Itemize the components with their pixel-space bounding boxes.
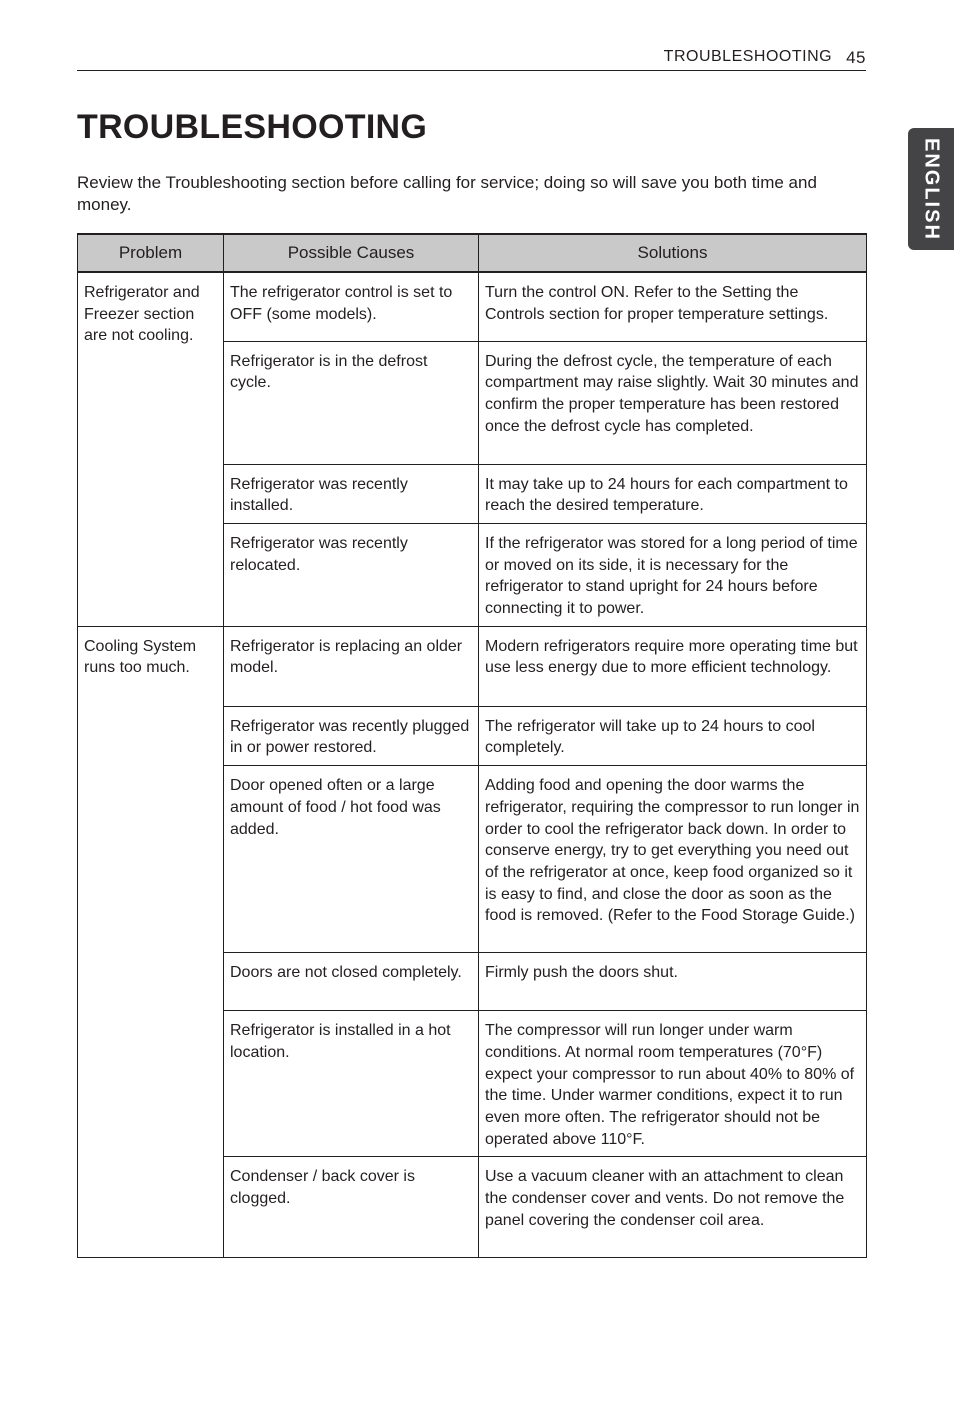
cause-cell: Refrigerator is replacing an older model.: [224, 626, 479, 706]
cause-cell: Doors are not closed completely.: [224, 953, 479, 1011]
cause-cell: Condenser / back cover is clogged.: [224, 1157, 479, 1258]
problem-cell: Cooling System runs too much.: [78, 626, 224, 1258]
solution-cell: The refrigerator will take up to 24 hours to cool completely.: [479, 706, 867, 765]
troubleshooting-table: [77, 233, 867, 1258]
cause-cell: Refrigerator is installed in a hot location.: [224, 1011, 479, 1157]
table-row: [78, 272, 867, 341]
solution-cell: Modern refrigerators require more operating time but use less energy due to more efficient technology.: [479, 626, 867, 706]
column-header-solutions: Solutions: [479, 234, 867, 272]
solution-cell: It may take up to 24 hours for each compartment to reach the desired temperature.: [479, 464, 867, 523]
running-header: [77, 48, 866, 71]
page-number: 45: [846, 48, 866, 67]
cause-cell: Refrigerator was recently relocated.: [224, 523, 479, 626]
intro-paragraph: Review the Troubleshooting section before calling for service; doing so will save you both time and money.: [77, 173, 817, 214]
cause-cell: The refrigerator control is set to OFF (some models).: [224, 272, 479, 341]
solution-cell: Use a vacuum cleaner with an attachment to clean the condenser cover and vents. Do not remove the panel covering the condenser coil area.: [479, 1157, 867, 1258]
solution-cell: Firmly push the doors shut.: [479, 953, 867, 1011]
column-header-causes: Possible Causes: [224, 234, 479, 272]
running-header-section: TROUBLESHOOTING: [663, 48, 833, 65]
solution-cell: Turn the control ON. Refer to the Setting the Controls section for proper temperature settings.: [479, 272, 867, 341]
cause-cell: Door opened often or a large amount of food / hot food was added.: [224, 766, 479, 953]
table-row: [78, 626, 867, 706]
column-header-problem: Problem: [78, 234, 224, 272]
cause-cell: Refrigerator was recently installed.: [224, 464, 479, 523]
problem-cell: Refrigerator and Freezer section are not cooling.: [78, 272, 224, 626]
solution-cell: Adding food and opening the door warms the refrigerator, requiring the compressor to run longer in order to cool the refrigerator back down. In order to conserve energy, try to get everything you need out of the refrigerator at once, keep food organized so it is easy to find, and close the door as soon as the food is removed. (Refer to the Food Storage Guide.): [479, 766, 867, 953]
cause-cell: Refrigerator was recently plugged in or power restored.: [224, 706, 479, 765]
solution-cell: The compressor will run longer under warm conditions. At normal room temperatures (70°F) expect your compressor to run about 40% to 80% of the time. Under warmer conditions, expect it to run even more often. The refrigerator should not be operated above 110°F.: [479, 1011, 867, 1157]
solution-cell: During the defrost cycle, the temperature of each compartment may raise slightly. Wait 30 minutes and confirm the proper temperature has been restored once the defrost cycle has completed.: [479, 341, 867, 464]
solution-cell: If the refrigerator was stored for a long period of time or moved on its side, it is necessary for the refrigerator to stand upright for 24 hours before connecting it to power.: [479, 523, 867, 626]
table-header-row: [78, 234, 867, 272]
cause-cell: Refrigerator is in the defrost cycle.: [224, 341, 479, 464]
language-tab-label: ENGLISH: [920, 137, 943, 241]
page-title: TROUBLESHOOTING: [77, 108, 428, 146]
language-tab: [908, 128, 954, 250]
